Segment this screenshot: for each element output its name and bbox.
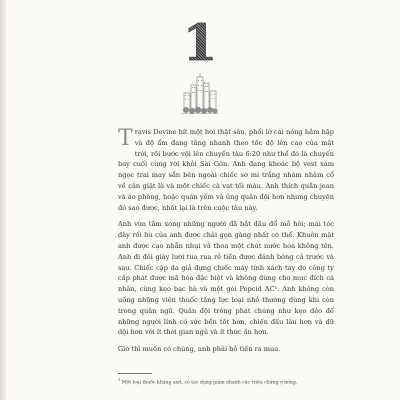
footnote	[118, 377, 334, 387]
city-skyline-icon	[178, 73, 222, 115]
chapter-number-text: 1	[182, 13, 218, 72]
chapter-body-text	[118, 127, 334, 361]
paragraph-1	[118, 127, 334, 213]
chapter-number	[0, 13, 400, 72]
footnote-marker: 1	[118, 378, 121, 382]
paragraph-2: Anh vừa tắm xong những người đã bắt đầu đổ mồ hôi; mái tóc dày rối bù của anh được chải gọn gàng nhất có thể. Khuôn mặt anh được cạo nhẵn nhụi và thoa một chút nước hoa không tên. Anh đi đôi giày lười tua rua rẻ tiền được đánh bóng cả trước và sau. Chiếc cặp da giả đựng chiếc máy tính xách tay do công ty cấp phát được mã hóa đặc biệt và không dùng cho mục đích cá nhân, cùng kẹo bạc hà và một gói Pepcid AC¹. Anh không còn uống những viên thuốc tăng lực loại nhỏ thường dùng khi còn trong quân ngũ. Quân đội trông phát chúng như kẹo dẻo để những người lính có sức bền tốt hơn, chiến đấu lâu hơn và dữ dội hơn với ít thời gian ngủ và ít thức ăn hơn.	[118, 220, 334, 337]
paragraph-3: Giờ thì muốn có chúng, anh phải bỏ tiền ra mua.	[118, 345, 281, 354]
footnote-text: Một loại thuốc kháng axit, có tác dụng giảm nhanh các triệu chứng ợ nóng.	[121, 380, 298, 386]
paragraph-1-text: ravis Devine hít một hơi thật sâu, phổi lờ cái nóng hầm hập và độ ẩm đang tăng nhanh theo tốc độ lên cao của mặt trời, rồi bước vội lên chuyến tàu 6:20 như thể đó là chuyến bay cuối cùng rời khỏi Sài Gòn. Anh đang khoác bộ vest xám ngọc trai may sẵn bên ngoài chiếc sơ mi trắng nhàm nhàm cổ về cân giặt là và một chiếc cà vạt tối màu. Anh thích quần jean và áo phông, hoặc quân yếm và ủng quân đội hơn nhưng chuyện đó sao được, nhất lại là trên cuộc tàu này.	[118, 128, 334, 212]
footnote-divider	[118, 373, 152, 374]
drop-cap: T	[118, 126, 133, 151]
